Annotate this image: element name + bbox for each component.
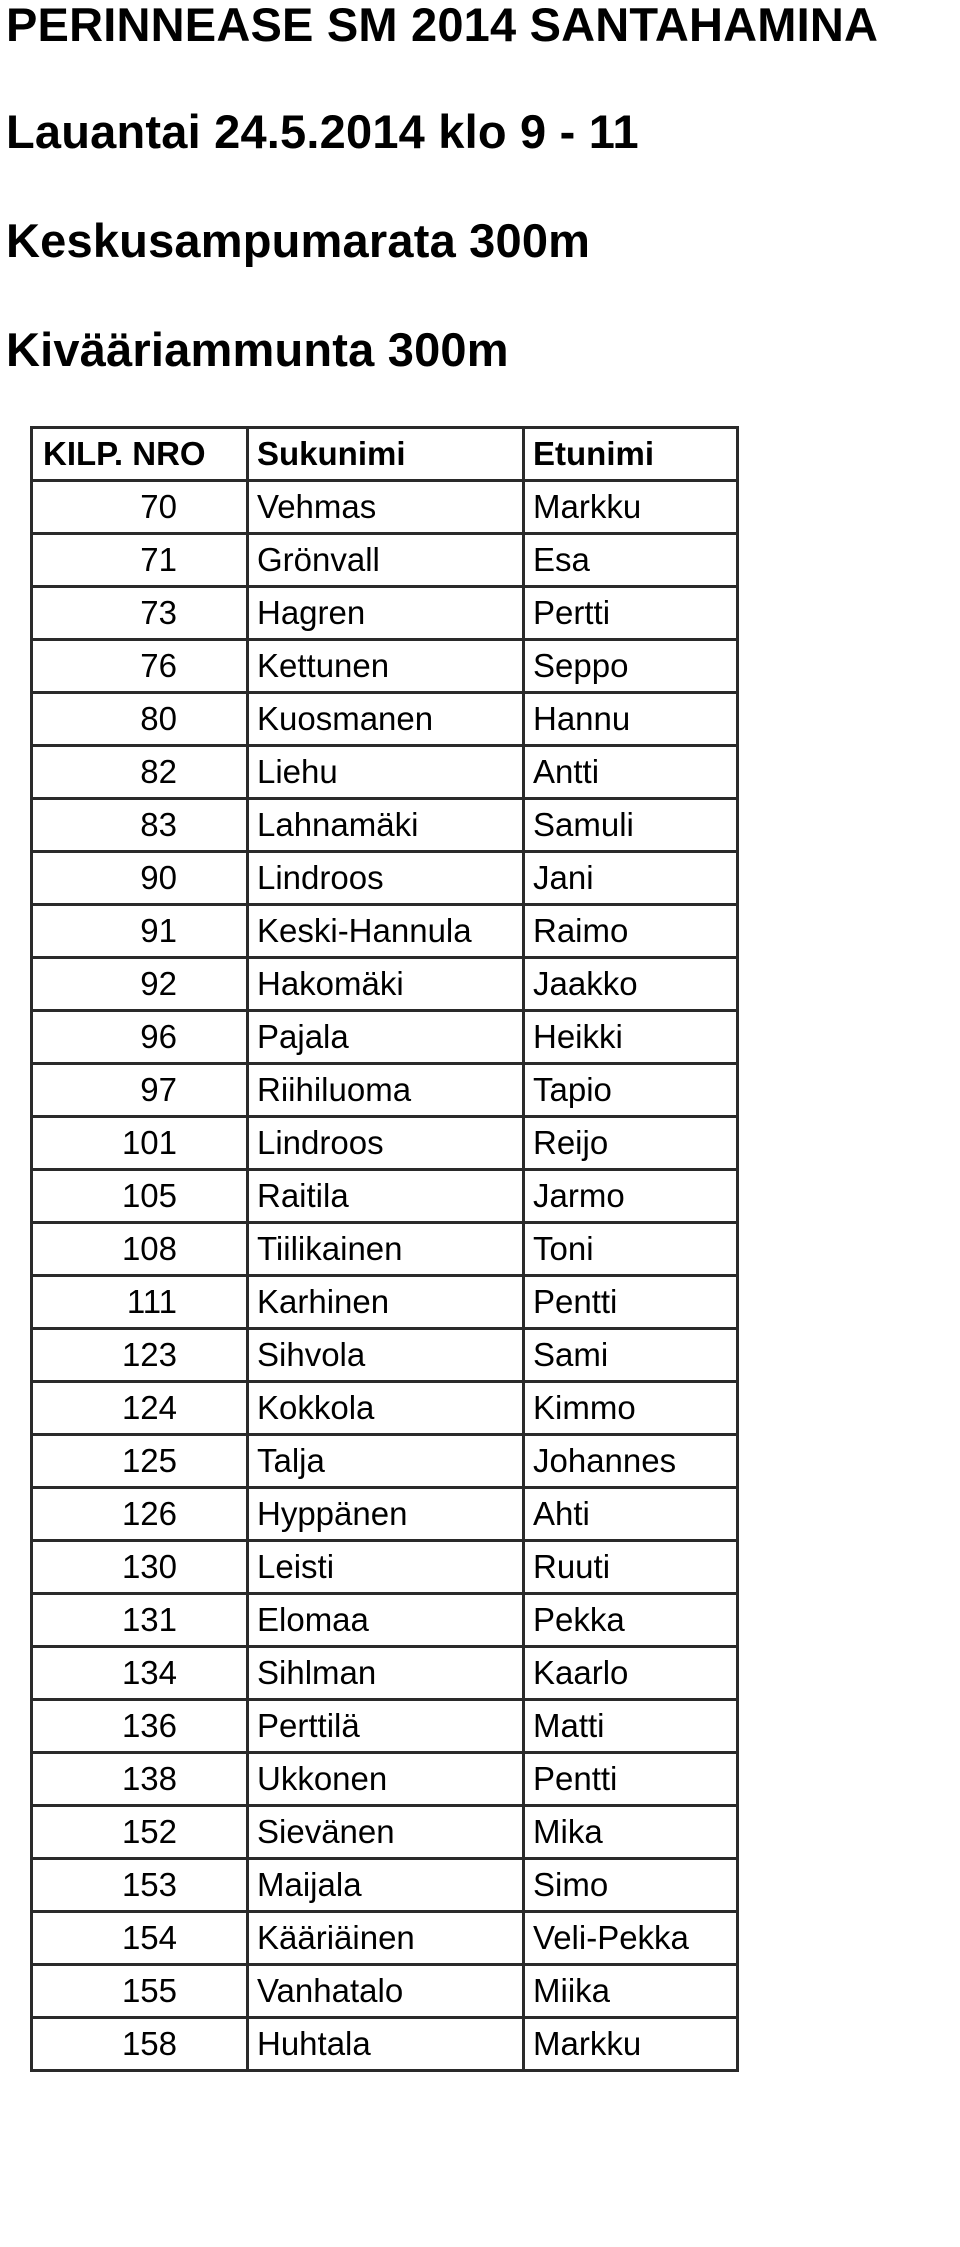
first-name: Markku: [524, 481, 738, 534]
first-name: Jani: [524, 852, 738, 905]
surname: Riihiluoma: [248, 1064, 524, 1117]
competitor-number: 70: [32, 481, 248, 534]
competitor-number: 134: [32, 1647, 248, 1700]
table-row: [32, 1435, 738, 1488]
surname: Kuosmanen: [248, 693, 524, 746]
competitor-number: 82: [32, 746, 248, 799]
table-row: [32, 1276, 738, 1329]
competitor-number: 83: [32, 799, 248, 852]
table-row: [32, 1965, 738, 2018]
surname: Kääriäinen: [248, 1912, 524, 1965]
first-name: Pekka: [524, 1594, 738, 1647]
competitor-number: 73: [32, 587, 248, 640]
table-row: [32, 1382, 738, 1435]
surname: Maijala: [248, 1859, 524, 1912]
first-name: Samuli: [524, 799, 738, 852]
competitor-number: 91: [32, 905, 248, 958]
table-row: [32, 1912, 738, 1965]
first-name: Veli-Pekka: [524, 1912, 738, 1965]
surname: Karhinen: [248, 1276, 524, 1329]
first-name: Jarmo: [524, 1170, 738, 1223]
header-first-name: Etunimi: [524, 428, 738, 481]
surname: Lindroos: [248, 1117, 524, 1170]
first-name: Reijo: [524, 1117, 738, 1170]
event-discipline: Kivääriammunta 300m: [6, 323, 509, 376]
competitor-table-body: [32, 481, 738, 2071]
surname: Grönvall: [248, 534, 524, 587]
table-row: [32, 587, 738, 640]
first-name: Mika: [524, 1806, 738, 1859]
surname: Sihlman: [248, 1647, 524, 1700]
table-row: [32, 1647, 738, 1700]
surname: Ukkonen: [248, 1753, 524, 1806]
competitor-number: 71: [32, 534, 248, 587]
first-name: Jaakko: [524, 958, 738, 1011]
table-row: [32, 2018, 738, 2071]
competitor-number: 97: [32, 1064, 248, 1117]
competitor-number: 90: [32, 852, 248, 905]
table-row: [32, 1859, 738, 1912]
first-name: Kaarlo: [524, 1647, 738, 1700]
first-name: Miika: [524, 1965, 738, 2018]
first-name: Heikki: [524, 1011, 738, 1064]
surname: Kettunen: [248, 640, 524, 693]
surname: Hakomäki: [248, 958, 524, 1011]
first-name: Tapio: [524, 1064, 738, 1117]
table-row: [32, 799, 738, 852]
surname: Liehu: [248, 746, 524, 799]
table-row: [32, 1170, 738, 1223]
competitor-number: 138: [32, 1753, 248, 1806]
table-row: [32, 746, 738, 799]
competitor-number: 130: [32, 1541, 248, 1594]
competitor-number: 123: [32, 1329, 248, 1382]
table-header-row: [32, 428, 738, 481]
first-name: Johannes: [524, 1435, 738, 1488]
table-row: [32, 1753, 738, 1806]
first-name: Ruuti: [524, 1541, 738, 1594]
first-name: Pentti: [524, 1276, 738, 1329]
competitor-number: 155: [32, 1965, 248, 2018]
first-name: Simo: [524, 1859, 738, 1912]
table-row: [32, 693, 738, 746]
first-name: Esa: [524, 534, 738, 587]
table-row: [32, 1700, 738, 1753]
surname: Keski-Hannula: [248, 905, 524, 958]
event-venue: Keskusampumarata 300m: [6, 214, 591, 267]
header-surname: Sukunimi: [248, 428, 524, 481]
competitor-number: 80: [32, 693, 248, 746]
competitor-number: 96: [32, 1011, 248, 1064]
first-name: Raimo: [524, 905, 738, 958]
first-name: Antti: [524, 746, 738, 799]
surname: Vanhatalo: [248, 1965, 524, 2018]
surname: Vehmas: [248, 481, 524, 534]
first-name: Kimmo: [524, 1382, 738, 1435]
competitor-number: 124: [32, 1382, 248, 1435]
surname: Sihvola: [248, 1329, 524, 1382]
header-competitor-number: KILP. NRO: [32, 428, 248, 481]
first-name: Seppo: [524, 640, 738, 693]
surname: Kokkola: [248, 1382, 524, 1435]
competitor-number: 125: [32, 1435, 248, 1488]
surname: Tiilikainen: [248, 1223, 524, 1276]
competitor-table: [30, 426, 739, 2072]
first-name: Pentti: [524, 1753, 738, 1806]
table-row: [32, 1064, 738, 1117]
table-row: [32, 481, 738, 534]
surname: Pajala: [248, 1011, 524, 1064]
competitor-number: 101: [32, 1117, 248, 1170]
table-row: [32, 1223, 738, 1276]
table-row: [32, 1594, 738, 1647]
event-date-time: Lauantai 24.5.2014 klo 9 - 11: [6, 105, 639, 158]
competitor-number: 152: [32, 1806, 248, 1859]
surname: Sievänen: [248, 1806, 524, 1859]
competitor-number: 111: [32, 1276, 248, 1329]
competitor-number: 76: [32, 640, 248, 693]
table-row: [32, 1117, 738, 1170]
surname: Huhtala: [248, 2018, 524, 2071]
surname: Hagren: [248, 587, 524, 640]
competitor-number: 92: [32, 958, 248, 1011]
competitor-number: 131: [32, 1594, 248, 1647]
competitor-number: 153: [32, 1859, 248, 1912]
first-name: Toni: [524, 1223, 738, 1276]
competitor-number: 126: [32, 1488, 248, 1541]
table-row: [32, 1806, 738, 1859]
table-row: [32, 534, 738, 587]
surname: Lindroos: [248, 852, 524, 905]
table-row: [32, 958, 738, 1011]
first-name: Pertti: [524, 587, 738, 640]
surname: Elomaa: [248, 1594, 524, 1647]
surname: Lahnamäki: [248, 799, 524, 852]
competitor-number: 136: [32, 1700, 248, 1753]
competitor-number: 105: [32, 1170, 248, 1223]
surname: Perttilä: [248, 1700, 524, 1753]
first-name: Ahti: [524, 1488, 738, 1541]
first-name: Hannu: [524, 693, 738, 746]
table-row: [32, 640, 738, 693]
competitor-number: 154: [32, 1912, 248, 1965]
surname: Raitila: [248, 1170, 524, 1223]
competitor-number: 108: [32, 1223, 248, 1276]
first-name: Markku: [524, 2018, 738, 2071]
table-row: [32, 1488, 738, 1541]
surname: Talja: [248, 1435, 524, 1488]
surname: Leisti: [248, 1541, 524, 1594]
competitor-number: 158: [32, 2018, 248, 2071]
table-row: [32, 852, 738, 905]
first-name: Sami: [524, 1329, 738, 1382]
table-row: [32, 1011, 738, 1064]
table-row: [32, 1541, 738, 1594]
first-name: Matti: [524, 1700, 738, 1753]
table-row: [32, 905, 738, 958]
table-row: [32, 1329, 738, 1382]
document-title: PERINNEASE SM 2014 SANTAHAMINA: [6, 0, 879, 51]
surname: Hyppänen: [248, 1488, 524, 1541]
